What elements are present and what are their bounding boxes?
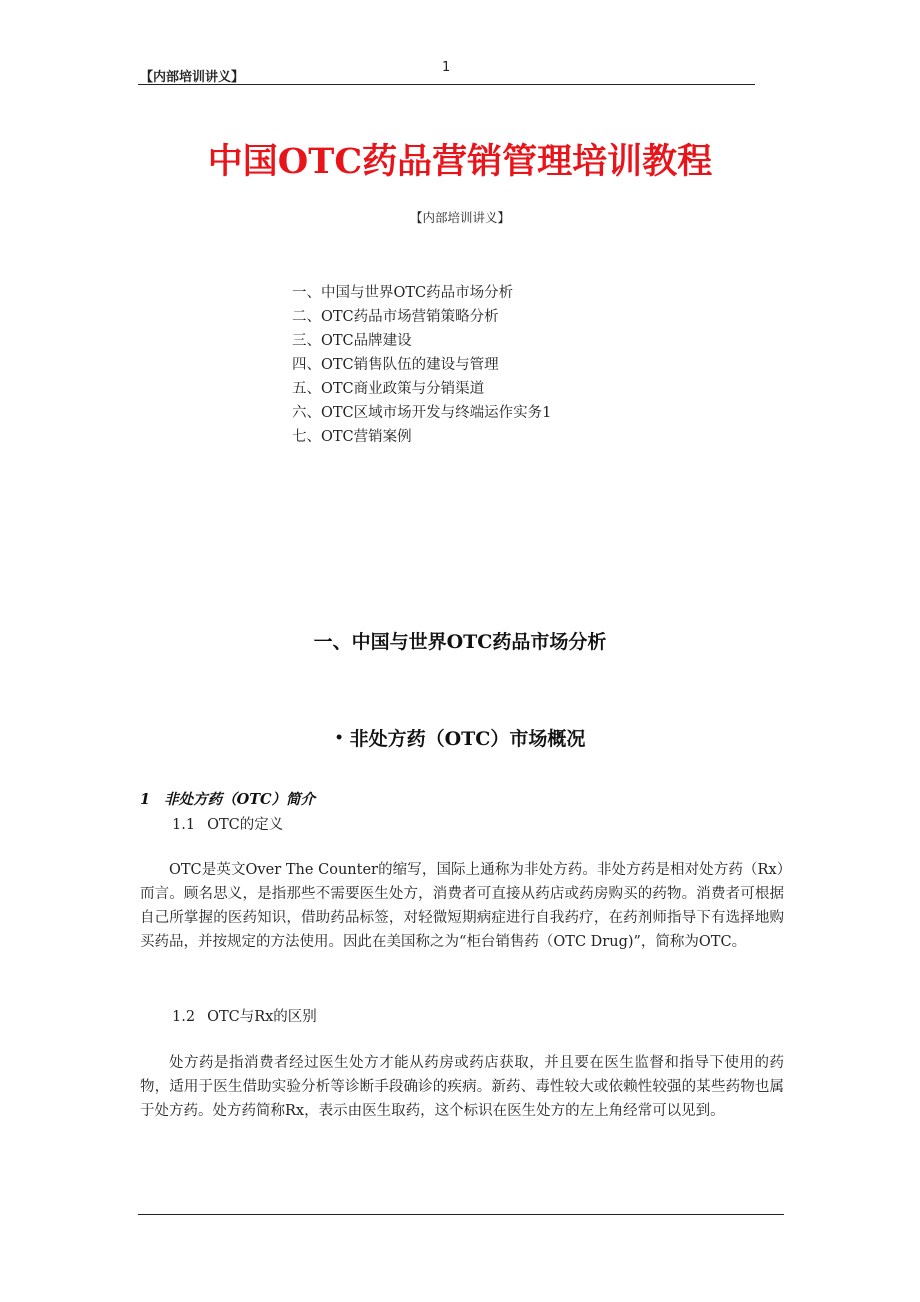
header-divider (138, 84, 755, 85)
footer-divider (138, 1214, 784, 1215)
toc-item: 二、OTC药品市场营销策略分析 (292, 309, 499, 325)
toc-item: 三、OTC品牌建设 (292, 333, 412, 349)
subheading-title: OTC与Rx的区别 (207, 1009, 317, 1025)
toc-item: 五、OTC商业政策与分销渠道 (292, 381, 485, 397)
subsection-heading-text: 非处方药（OTC）市场概况 (349, 728, 586, 750)
bullet-icon: • (334, 730, 344, 746)
document-title: 中国OTC药品营销管理培训教程 (207, 141, 713, 182)
paragraph-otc-rx-difference: 处方药是指消费者经过医生处方才能从药房或药店获取，并且要在医生监督和指导下使用的药物，适用于医生借助实验分析等诊断手段确诊的疾病。新药、毒性较大或依赖性较强的某些药物也属于处方药。处方药简称Rx，表示由医生取药，这个标识在医生处方的左上角经常可以见到。 (140, 1055, 784, 1119)
paragraph-otc-definition: OTC是英文Over The Counter的缩写，国际上通称为非处方药。非处方药是相对处方药（Rx）而言。顾名思义，是指那些不需要医生处方，消费者可直接从药店或药房购买的药物。消费者可根据自己所掌握的医药知识，借助药品标签，对轻微短期病症进行自我药疗，在药剂师指导下有选择地购买药品，并按规定的方法使用。因此在美国称之为“柜台销售药（OTC Drug)”，简称为OTC。 (140, 862, 784, 950)
subheading-otc-rx-difference (172, 1005, 317, 1026)
subheading-number: 1.1 (172, 817, 196, 833)
subheading-title: OTC的定义 (207, 817, 284, 833)
page-number: 1 (442, 60, 451, 75)
toc-item: 七、OTC营销案例 (292, 429, 412, 445)
toc-item: 六、OTC区域市场开发与终端运作实务1 (292, 405, 552, 421)
section-heading: 一、中国与世界OTC药品市场分析 (313, 631, 607, 653)
header-tag: 【内部培训讲义】 (140, 70, 245, 85)
intro-heading (140, 788, 315, 809)
intro-title: 非处方药（OTC）简介 (164, 791, 316, 808)
toc-item: 一、中国与世界OTC药品市场分析 (292, 285, 514, 301)
subheading-number: 1.2 (172, 1009, 196, 1025)
subheading-otc-definition (172, 813, 283, 834)
intro-number: 1 (140, 791, 151, 808)
table-of-contents (292, 281, 551, 449)
toc-item: 四、OTC销售队伍的建设与管理 (292, 357, 499, 373)
subsection-heading (0, 724, 920, 751)
document-subtitle: 【内部培训讲义】 (409, 210, 510, 225)
